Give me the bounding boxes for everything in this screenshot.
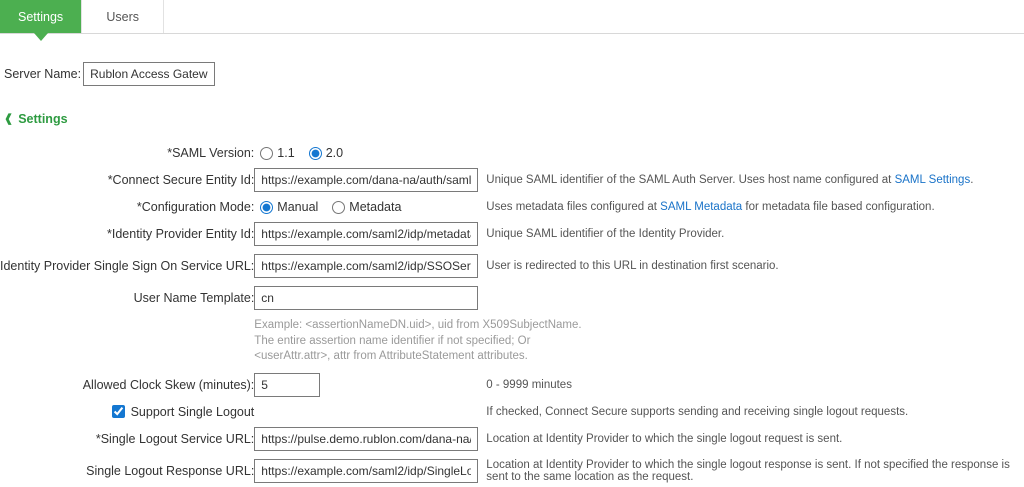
user-name-template-label: User Name Template: bbox=[133, 291, 255, 305]
configuration-mode-option-manual[interactable] bbox=[260, 200, 318, 214]
tab-settings[interactable] bbox=[0, 0, 82, 33]
row-allowed-clock-skew bbox=[0, 369, 1024, 401]
support-single-logout-label: Support Single Logout bbox=[130, 404, 255, 419]
idp-sso-service-url-label: Identity Provider Single Sign On Service URL: bbox=[0, 259, 255, 273]
single-logout-response-url-field bbox=[254, 455, 486, 487]
row-connect-secure-entity-id bbox=[0, 164, 1024, 196]
chevron-down-icon: ❰ bbox=[4, 112, 14, 125]
configuration-mode-option-metadata-label: Metadata bbox=[349, 200, 402, 214]
connect-secure-entity-id-label: *Connect Secure Entity Id: bbox=[107, 173, 255, 187]
saml-version-option-20[interactable] bbox=[309, 146, 343, 160]
row-single-logout-response-url bbox=[0, 455, 1024, 487]
identity-provider-entity-id-label: *Identity Provider Entity Id: bbox=[107, 227, 255, 241]
saml-metadata-link[interactable]: SAML Metadata bbox=[660, 201, 743, 213]
support-single-logout-checkbox[interactable] bbox=[112, 405, 125, 418]
identity-provider-entity-id-field bbox=[254, 218, 486, 250]
saml-settings-link[interactable]: SAML Settings bbox=[894, 174, 971, 186]
user-name-template-example-line-1: Example: <assertionNameDN.uid>, uid from X509SubjectName. bbox=[254, 319, 582, 331]
idp-sso-service-url-hint: User is redirected to this URL in destination first scenario. bbox=[486, 260, 779, 272]
user-name-template-field bbox=[254, 282, 486, 314]
saml-version-label: *SAML Version: bbox=[167, 146, 255, 160]
single-logout-service-url-input[interactable] bbox=[254, 427, 478, 451]
user-name-template-example bbox=[254, 314, 1024, 369]
connect-secure-entity-id-hint bbox=[486, 164, 1024, 196]
server-name-label: Server Name: bbox=[4, 67, 82, 81]
configuration-mode-hint-post: for metadata file based configuration. bbox=[742, 201, 935, 213]
support-single-logout-hint: If checked, Connect Secure supports sending and receiving single logout requests. bbox=[486, 405, 909, 418]
settings-form bbox=[0, 142, 1024, 487]
tab-users[interactable] bbox=[82, 0, 164, 33]
allowed-clock-skew-field bbox=[254, 369, 486, 401]
settings-section-title: Settings bbox=[18, 112, 68, 126]
saml-version-option-11-label: 1.1 bbox=[277, 146, 295, 160]
single-logout-response-url-hint: Location at Identity Provider to which the single logout response is sent. If not specified the response is sent to the same location as the request. bbox=[486, 458, 1010, 483]
support-single-logout-cell bbox=[0, 401, 254, 423]
connect-secure-entity-id-input[interactable] bbox=[254, 168, 478, 192]
configuration-mode-option-metadata[interactable] bbox=[332, 200, 401, 214]
configuration-mode-radio-manual[interactable] bbox=[260, 201, 273, 214]
single-logout-service-url-hint: Location at Identity Provider to which the single logout request is sent. bbox=[486, 432, 843, 445]
configuration-mode-option-manual-label: Manual bbox=[277, 200, 319, 214]
identity-provider-entity-id-input[interactable] bbox=[254, 222, 478, 246]
row-single-logout-service-url bbox=[0, 423, 1024, 455]
settings-section-header[interactable] bbox=[0, 112, 1024, 126]
tab-settings-label: Settings bbox=[18, 9, 64, 24]
user-name-template-example-line-2: The entire assertion name identifier if not specified; Or bbox=[254, 334, 531, 347]
configuration-mode-hint-pre: Uses metadata files configured at bbox=[486, 201, 661, 213]
user-name-template-hint bbox=[486, 282, 1024, 314]
idp-sso-service-url-field bbox=[254, 250, 486, 282]
single-logout-service-url-label: *Single Logout Service URL: bbox=[95, 431, 255, 446]
allowed-clock-skew-label: Allowed Clock Skew (minutes): bbox=[82, 377, 255, 392]
tab-users-label: Users bbox=[106, 9, 139, 24]
saml-version-option-11[interactable] bbox=[260, 146, 294, 160]
configuration-mode-field bbox=[254, 196, 486, 218]
single-logout-response-url-label: Single Logout Response URL: bbox=[86, 463, 255, 478]
connect-secure-entity-id-hint-pre: Unique SAML identifier of the SAML Auth Server. Uses host name configured at bbox=[486, 174, 895, 186]
saml-version-radio-20[interactable] bbox=[309, 147, 322, 160]
tab-bar bbox=[0, 0, 1024, 34]
identity-provider-entity-id-hint: Unique SAML identifier of the Identity Provider. bbox=[486, 228, 725, 240]
allowed-clock-skew-hint: 0 - 9999 minutes bbox=[486, 378, 572, 391]
idp-sso-service-url-input[interactable] bbox=[254, 254, 478, 278]
row-saml-version bbox=[0, 142, 1024, 164]
row-identity-provider-entity-id bbox=[0, 218, 1024, 250]
configuration-mode-radio-metadata[interactable] bbox=[332, 201, 345, 214]
connect-secure-entity-id-hint-post: . bbox=[970, 174, 974, 186]
single-logout-response-url-input[interactable] bbox=[254, 459, 478, 483]
single-logout-service-url-field bbox=[254, 423, 486, 455]
row-support-single-logout bbox=[0, 401, 1024, 423]
saml-version-radio-11[interactable] bbox=[260, 147, 273, 160]
row-idp-sso-service-url bbox=[0, 250, 1024, 282]
settings-content bbox=[0, 62, 1024, 487]
connect-secure-entity-id-field bbox=[254, 164, 486, 196]
server-name-row bbox=[0, 62, 1024, 86]
user-name-template-example-line-3: <userAttr.attr>, attr from AttributeStatement attributes. bbox=[254, 350, 528, 363]
saml-version-field bbox=[254, 142, 486, 164]
server-name-input[interactable] bbox=[83, 62, 215, 86]
row-configuration-mode bbox=[0, 196, 1024, 218]
configuration-mode-hint bbox=[486, 196, 1024, 218]
saml-version-option-20-label: 2.0 bbox=[325, 146, 344, 160]
row-user-name-template bbox=[0, 282, 1024, 314]
saml-version-hint bbox=[486, 142, 1024, 164]
allowed-clock-skew-input[interactable] bbox=[254, 373, 320, 397]
user-name-template-input[interactable] bbox=[254, 286, 478, 310]
row-user-name-template-example bbox=[0, 314, 1024, 369]
configuration-mode-label: *Configuration Mode: bbox=[136, 200, 255, 214]
